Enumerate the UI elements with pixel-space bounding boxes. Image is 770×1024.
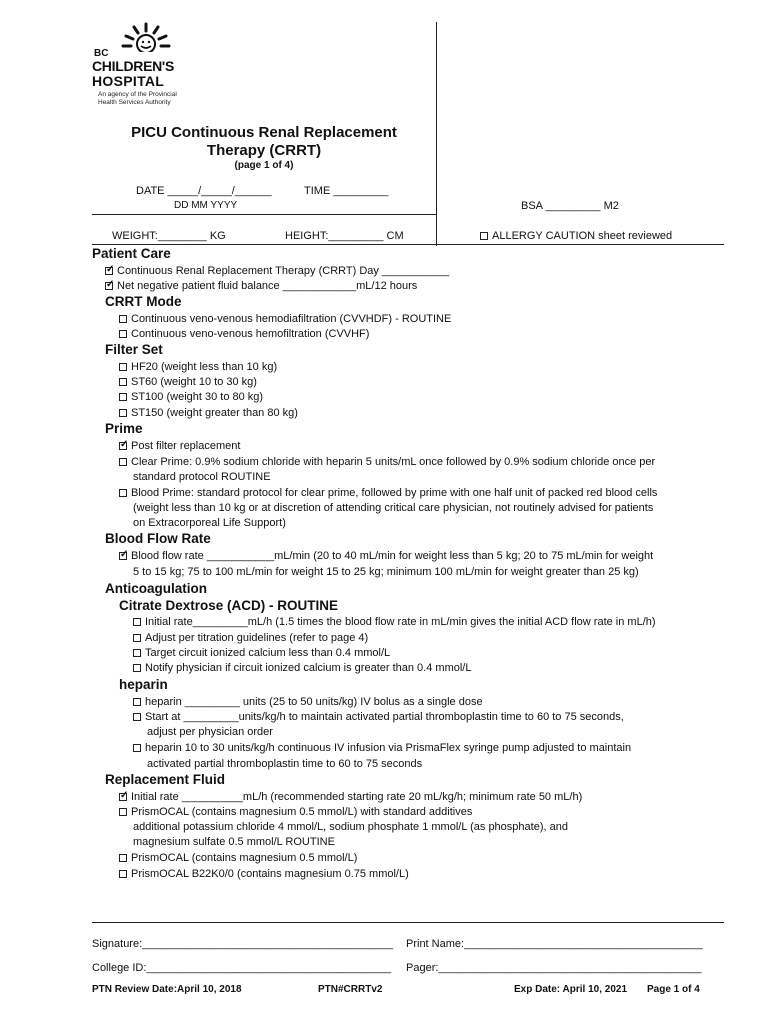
section-anticoagulation: Anticoagulation [105,581,207,596]
allergy-checkbox[interactable] [480,232,488,240]
heparin-start-label-cont: adjust per physician order [147,726,273,738]
heparin-start-checkbox[interactable] [133,713,141,721]
date-field[interactable]: DATE _____/_____/______ [136,185,272,197]
heparin-bolus-checkbox[interactable] [133,698,141,706]
page-indicator: Page 1 of 4 [647,984,700,995]
checkbox-row-fluid-balance[interactable] [105,279,417,293]
checkbox-row-blood-flow[interactable] [119,549,653,563]
checkbox-row-post-filter[interactable] [119,439,240,453]
sun-logo-icon [114,22,174,52]
checkbox-row-clear-prime[interactable] [119,455,655,469]
blood-prime-checkbox[interactable] [119,489,127,497]
footer-rule [92,922,724,923]
st60-checkbox[interactable] [119,378,127,386]
checkbox-row-prismocal[interactable] [119,851,357,865]
height-field[interactable]: HEIGHT:_________ CM [285,230,404,242]
blood-flow-label: Blood flow rate ___________mL/min (20 to 40 mL/min for weight less than 5 kg; 20 to 75 mL/min for weight [131,550,654,562]
st60-label: ST60 (weight 10 to 30 kg) [131,376,257,388]
citrate-rate-checkbox[interactable] [133,618,141,626]
prismocal-additives-checkbox[interactable] [119,808,127,816]
hospital-logo [92,22,192,112]
allergy-checkbox-row[interactable] [480,230,672,242]
section-patient-care: Patient Care [92,246,171,261]
prismocal-additives-label: PrismOCAL (contains magnesium 0.5 mmol/L) with standard additives [131,806,473,818]
print-name-field[interactable]: Print Name:_______________________________________ [406,938,703,950]
prismocal-additives-cont2: magnesium sulfate 0.5 mmol/L ROUTINE [133,836,335,848]
header-divider [436,22,437,246]
checkbox-row-blood-prime[interactable] [119,486,657,500]
prismocal-b22-checkbox[interactable] [119,870,127,878]
heparin-infusion-label: heparin 10 to 30 units/kg/h continuous IV infusion via PrismaFlex syringe pump adjusted to maintain [145,742,632,754]
checkbox-row-heparin-infusion[interactable] [133,741,631,755]
checkbox-row-st60[interactable] [119,375,257,389]
review-date: PTN Review Date:April 10, 2018 [92,984,242,995]
heparin-infusion-checkbox[interactable] [133,744,141,752]
logo-line1: CHILDREN'S [92,58,174,74]
bsa-field[interactable]: BSA _________ M2 [521,200,619,212]
checkbox-row-crrt-day[interactable] [105,264,449,278]
prismocal-label: PrismOCAL (contains magnesium 0.5 mmol/L) [131,852,358,864]
st100-checkbox[interactable] [119,393,127,401]
target-calcium-checkbox[interactable] [133,649,141,657]
notify-physician-checkbox[interactable] [133,664,141,672]
prismocal-b22-label: PrismOCAL B22K0/0 (contains magnesium 0.75 mmol/L) [131,868,409,880]
cvvhdf-label: Continuous veno-venous hemodiafiltration (CVVHDF) - ROUTINE [131,313,452,325]
heparin-bolus-label: heparin _________ units (25 to 50 units/kg) IV bolus as a single dose [145,696,483,708]
college-id-field[interactable]: College ID:________________________________________ [92,962,392,974]
st150-label: ST150 (weight greater than 80 kg) [131,407,298,419]
fluid-balance-label: Net negative patient fluid balance ____________mL/12 hours [117,280,418,292]
clear-prime-label-cont: standard protocol ROUTINE [133,471,271,483]
checkbox-row-prismocal-b22[interactable] [119,867,409,881]
heparin-start-label: Start at _________units/kg/h to maintain activated partial thromboplastin time to 60 to 75 seconds, [145,711,624,723]
titration-label: Adjust per titration guidelines (refer to page 4) [145,632,369,644]
checkbox-row-titration[interactable] [133,631,368,645]
header-bottom-rule [92,244,724,245]
header-rule [92,214,436,215]
clear-prime-label: Clear Prime: 0.9% sodium chloride with heparin 5 units/mL once followed by 0.9% sodium chloride once per [131,456,656,468]
replacement-rate-label: Initial rate __________mL/h (recommended starting rate 20 mL/kg/h; minimum rate 50 mL/h) [131,791,583,803]
st150-checkbox[interactable] [119,409,127,417]
section-prime: Prime [105,421,143,436]
clear-prime-checkbox[interactable] [119,458,127,466]
page-number-subtitle: (page 1 of 4) [234,160,294,171]
checkbox-row-cvvhdf[interactable] [119,312,451,326]
signature-field[interactable]: Signature:_________________________________________ [92,938,393,950]
checkbox-row-hf20[interactable] [119,360,277,374]
logo-tagline-1: An agency of the Provincial [98,91,177,98]
blood-prime-label: Blood Prime: standard protocol for clear prime, followed by prime with one half unit of packed red blood cells [131,487,658,499]
page-title-line2: Therapy (CRRT) [206,142,322,159]
blood-flow-label-cont: 5 to 15 kg; 75 to 100 mL/min for weight 15 to 25 kg; minimum 100 mL/min for weight greater than 25 kg) [133,566,639,578]
hf20-label: HF20 (weight less than 10 kg) [131,361,278,373]
checkbox-row-citrate-rate[interactable] [133,615,656,629]
section-citrate: Citrate Dextrose (ACD) - ROUTINE [119,598,339,613]
section-filter-set: Filter Set [105,342,163,357]
checkbox-row-notify-physician[interactable] [133,661,471,675]
target-calcium-label: Target circuit ionized calcium less than 0.4 mmol/L [145,647,391,659]
checkbox-row-heparin-start[interactable] [133,710,624,724]
page-title-line1: PICU Continuous Renal Replacement [131,124,397,141]
fluid-balance-checkbox[interactable] [105,282,113,290]
blood-prime-label-cont2: on Extracorporeal Life Support) [133,517,286,529]
st100-label: ST100 (weight 30 to 80 kg) [131,391,264,403]
section-replacement-fluid: Replacement Fluid [105,772,226,787]
cvvhf-label: Continuous veno-venous hemofiltration (CVVHF) [131,328,370,340]
cvvhdf-checkbox[interactable] [119,315,127,323]
date-format-label: DD MM YYYY [174,200,238,211]
notify-physician-label: Notify physician if circuit ionized calcium is greater than 0.4 mmol/L [145,662,472,674]
allergy-label: ALLERGY CAUTION sheet reviewed [492,230,673,242]
expiry-date: Exp Date: April 10, 2021 [514,984,628,995]
heparin-infusion-label-cont: activated partial thromboplastin time to 60 to 75 seconds [147,758,423,770]
checkbox-row-st150[interactable] [119,406,298,420]
crrt-day-checkbox[interactable] [105,267,113,275]
titration-checkbox[interactable] [133,634,141,642]
blood-prime-label-cont1: (weight less than 10 kg or at discretion of attending critical care physician, not routinely advised for patients [133,502,654,514]
checkbox-row-prismocal-additives[interactable] [119,805,472,819]
section-crrt-mode: CRRT Mode [105,294,182,309]
checkbox-row-st100[interactable] [119,390,263,404]
crrt-day-label: Continuous Renal Replacement Therapy (CRRT) Day ___________ [117,265,450,277]
checkbox-row-replacement-rate[interactable] [119,790,582,804]
logo-tagline-2: Health Services Authority [98,99,171,106]
cvvhf-checkbox[interactable] [119,330,127,338]
time-field[interactable]: TIME _________ [304,185,389,197]
prismocal-additives-cont1: additional potassium chloride 4 mmol/L, sodium phosphate 1 mmol/L (as phosphate), and [133,821,568,833]
weight-field[interactable]: WEIGHT:________ KG [112,230,226,242]
logo-line2: HOSPITAL [92,73,165,89]
hf20-checkbox[interactable] [119,363,127,371]
blood-flow-checkbox[interactable] [119,552,127,560]
post-filter-checkbox[interactable] [119,442,127,450]
prismocal-checkbox[interactable] [119,854,127,862]
pager-field[interactable]: Pager:___________________________________________ [406,962,702,974]
checkbox-row-cvvhf[interactable] [119,327,369,341]
checkbox-row-target-calcium[interactable] [133,646,390,660]
checkbox-row-heparin-bolus[interactable] [133,695,483,709]
section-heparin: heparin [119,677,168,692]
ptn-code: PTN#CRRTv2 [318,984,383,995]
logo-bc: BC [94,48,109,59]
section-blood-flow: Blood Flow Rate [105,531,211,546]
post-filter-label: Post filter replacement [131,440,241,452]
citrate-rate-label: Initial rate_________mL/h (1.5 times the blood flow rate in mL/min gives the initial ACD flow rate in mL/h) [145,616,656,628]
replacement-rate-checkbox[interactable] [119,793,127,801]
